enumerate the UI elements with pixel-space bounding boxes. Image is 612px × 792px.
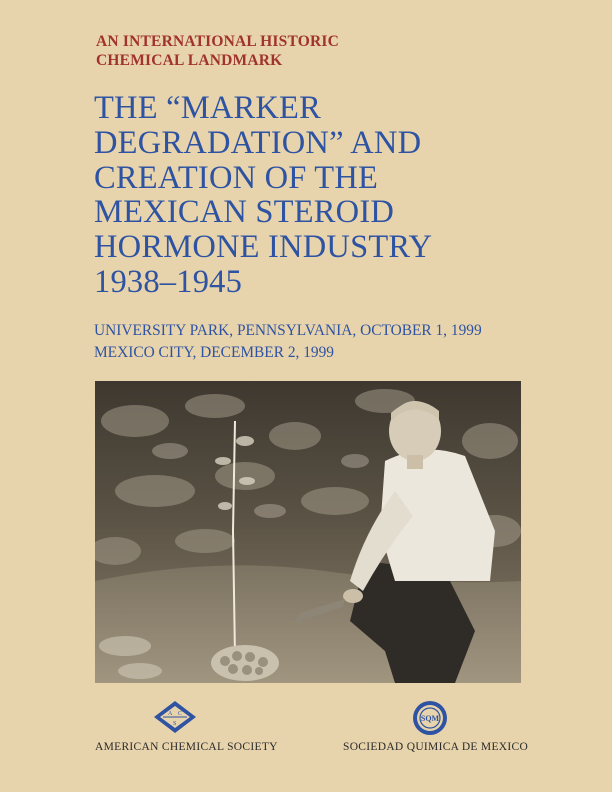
title-line-4: MEXICAN STEROID — [94, 194, 395, 231]
title-line-2: DEGRADATION” AND — [94, 124, 422, 161]
smq-name: SOCIEDAD QUIMICA DE MEXICO — [343, 741, 529, 753]
title-line-5: HORMONE INDUSTRY — [94, 229, 433, 266]
historic-photo — [95, 381, 521, 683]
location-line-2: MEXICO CITY, DECEMBER 2, 1999 — [94, 344, 334, 361]
acs-logo-letter-a: A — [168, 711, 173, 717]
acs-logo-letter-c: C — [178, 711, 183, 717]
acs-diamond-logo-icon — [153, 700, 197, 734]
acs-logo-letter-s: S — [173, 721, 177, 727]
title-line-1: THE “MARKER — [94, 90, 321, 126]
smq-logo-letters: SQM — [420, 714, 440, 723]
sepia-photo-icon — [95, 381, 521, 683]
document-title — [94, 91, 432, 300]
location-line-1: UNIVERSITY PARK, PENNSYLVANIA, OCTOBER 1, 1999 — [94, 322, 482, 339]
event-locations — [94, 320, 482, 364]
acs-name: AMERICAN CHEMICAL SOCIETY — [95, 741, 278, 753]
smq-circle-logo-icon — [412, 700, 448, 736]
title-line-3: CREATION OF THE — [94, 159, 379, 196]
landmark-kicker — [96, 32, 339, 70]
kicker-line-1: AN INTERNATIONAL HISTORIC — [96, 33, 340, 50]
title-line-6: 1938–1945 — [94, 263, 243, 300]
kicker-line-2: CHEMICAL LANDMARK — [96, 52, 283, 69]
